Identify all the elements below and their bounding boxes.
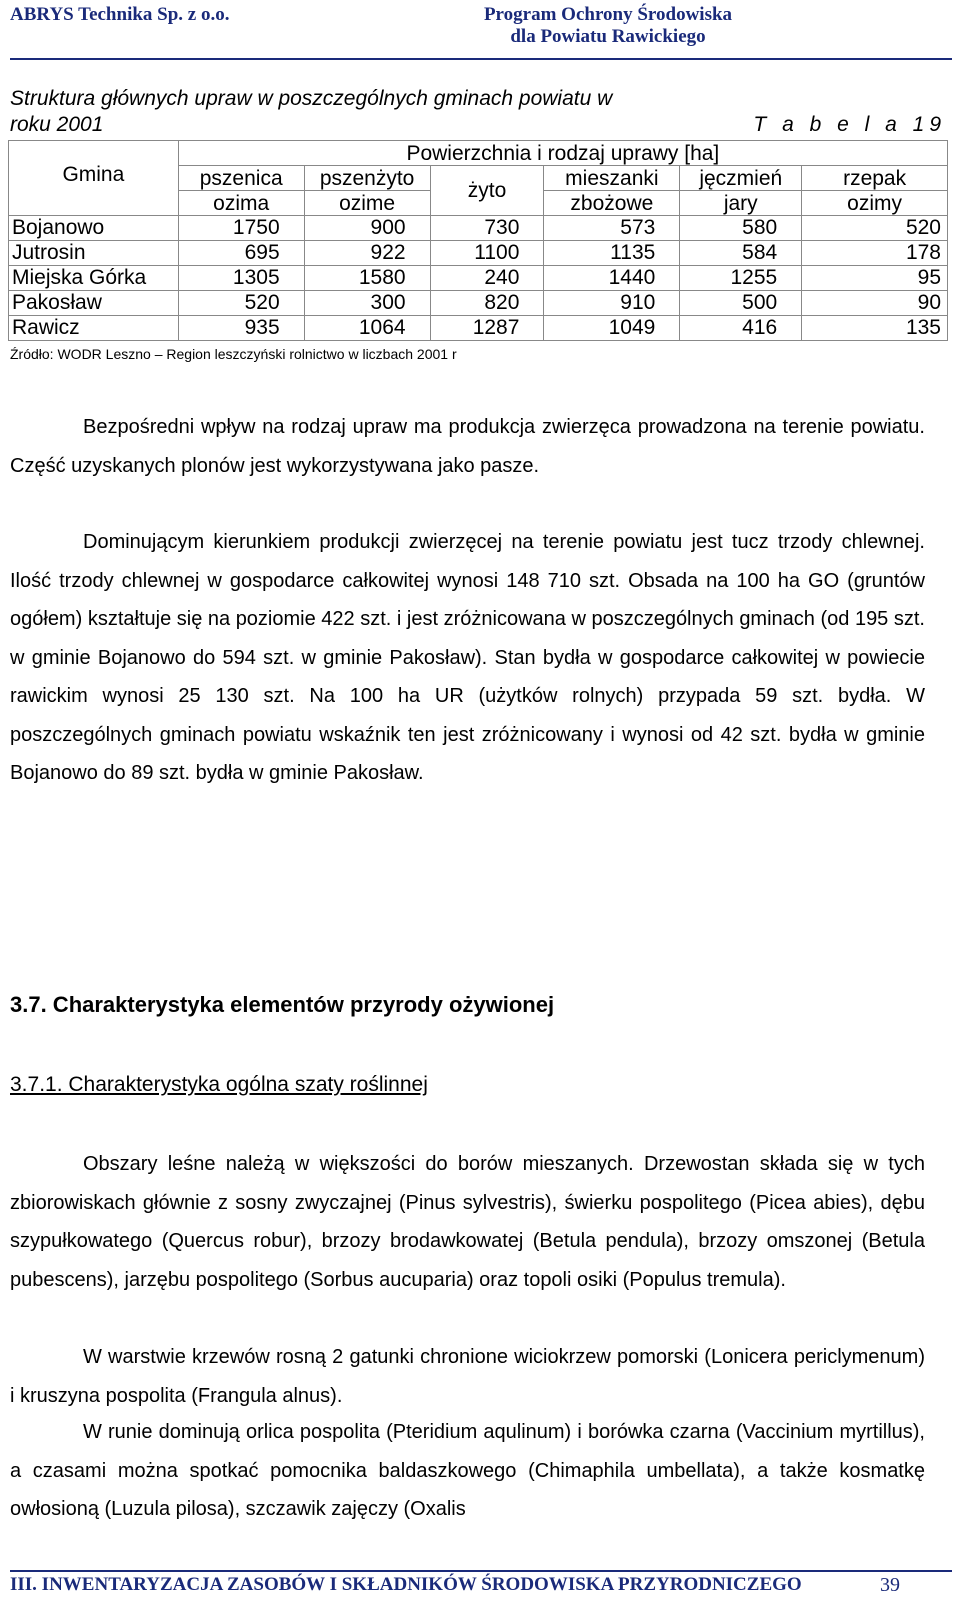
header-rule — [10, 58, 952, 60]
col-header-5a: jęczmień — [680, 166, 802, 191]
paragraph-5: W runie dominują orlica pospolita (Pteridium aqulinum) i borówka czarna (Vaccinium myrtillus), a czasami można spotkać pomocnika baldaszkowego (Chimaphila umbellata), a także kosmatkę owłosioną (Luzula pilosa), szczawik zajęczy (Oxalis — [10, 1421, 925, 1520]
paragraph-1: Bezpośredni wpływ na rodzaj upraw ma produkcja zwierzęca prowadzona na terenie powiatu. Część uzyskanych plonów jest wykorzystywana jako pasze. — [10, 416, 925, 477]
cell: 1305 — [178, 266, 304, 291]
cell: 922 — [304, 241, 430, 266]
row-name: Bojanowo — [9, 216, 179, 241]
col-header-4b: zbożowe — [544, 191, 680, 216]
cell: 1255 — [680, 266, 802, 291]
table-caption-line1: Struktura głównych upraw w poszczególnych gminach powiatu w — [10, 87, 613, 110]
cell: 90 — [802, 291, 948, 316]
footer-title: III. INWENTARYZACJA ZASOBÓW I SKŁADNIKÓW ŚRODOWISKA PRZYRODNICZEGO — [10, 1574, 802, 1595]
cell: 1049 — [544, 316, 680, 341]
table-source-note: Źródło: WODR Leszno – Region leszczyński rolnictwo w liczbach 2001 r — [10, 346, 457, 362]
paragraph-4: W warstwie krzewów rosną 2 gatunki chronione wiciokrzew pomorski (Lonicera periclymenum) i kruszyna pospolita (Frangula alnus). — [10, 1346, 925, 1407]
cell: 178 — [802, 241, 948, 266]
subsection-heading: 3.7.1. Charakterystyka ogólna szaty roślinnej — [10, 1073, 428, 1096]
paragraph-2: Dominującym kierunkiem produkcji zwierzęcej na terenie powiatu jest tucz trzody chlewnej. Ilość trzody chlewnej w gospodarce całkowitej wynosi 148 710 szt. Obsada na 100 ha GO (gruntów ogółem) kształtuje się na poziomie 422 szt. i jest zróżnicowana w poszczególnych gminach (od 195 szt. w gminie Bojanowo do 594 szt. w gminie Pakosław). Stan bydła w gospodarce całkowitej w powiecie rawickim wynosi 25 130 szt. Na 100 ha UR (użytków rolnych) przypada 59 szt. bydła. W poszczególnych gminach powiatu wskaźnik ten jest zróżnicowany i wynosi od 42 szt. bydła w gminie Bojanowo do 89 szt. bydła w gminie Pakosław. — [10, 531, 925, 784]
cell: 1135 — [544, 241, 680, 266]
table-row — [9, 241, 948, 266]
col-header-gmina: Gmina — [9, 141, 179, 216]
col-header-3: żyto — [430, 166, 544, 216]
cell: 520 — [802, 216, 948, 241]
cell: 1064 — [304, 316, 430, 341]
cell: 300 — [304, 291, 430, 316]
header-program-line1: Program Ochrony Środowiska — [483, 4, 733, 25]
section-heading: 3.7. Charakterystyka elementów przyrody ożywionej — [10, 992, 555, 1017]
table-row — [9, 316, 948, 341]
paragraph-3: Obszary leśne należą w większości do borów mieszanych. Drzewostan składa się w tych zbiorowiskach głównie z sosny zwyczajnej (Pinus sylvestris), świerku pospolitego (Picea abies), dębu szypułkowatego (Quercus robur), brzozy brodawkowatej (Betula pendula), brzozy omszonej (Betula pubescens), jarzębu pospolitego (Sorbus aucuparia) oraz topoli osiki (Populus tremula). — [10, 1153, 925, 1291]
cell: 695 — [178, 241, 304, 266]
table-row — [9, 216, 948, 241]
col-header-6b: ozimy — [802, 191, 948, 216]
header-program — [463, 4, 753, 48]
col-header-1a: pszenica — [178, 166, 304, 191]
row-name: Jutrosin — [9, 241, 179, 266]
cell: 1580 — [304, 266, 430, 291]
cell: 910 — [544, 291, 680, 316]
cell: 820 — [430, 291, 544, 316]
cell: 135 — [802, 316, 948, 341]
table-group-header-row — [9, 141, 948, 166]
cell: 95 — [802, 266, 948, 291]
row-name: Rawicz — [9, 316, 179, 341]
group-header: Powierzchnia i rodzaj uprawy [ha] — [178, 141, 947, 166]
cell: 935 — [178, 316, 304, 341]
cell: 900 — [304, 216, 430, 241]
cell: 1100 — [430, 241, 544, 266]
cell: 416 — [680, 316, 802, 341]
col-header-2b: ozime — [304, 191, 430, 216]
cell: 584 — [680, 241, 802, 266]
cell: 1750 — [178, 216, 304, 241]
col-header-4a: mieszanki — [544, 166, 680, 191]
row-name: Pakosław — [9, 291, 179, 316]
header-program-line2: dla Powiatu Rawickiego — [510, 26, 706, 47]
cell: 580 — [680, 216, 802, 241]
cell: 500 — [680, 291, 802, 316]
cell: 240 — [430, 266, 544, 291]
table-row — [9, 266, 948, 291]
header-company: ABRYS Technika Sp. z o.o. — [10, 4, 230, 25]
col-header-2a: pszenżyto — [304, 166, 430, 191]
table-number-label: T a b e l a 19 — [753, 113, 946, 136]
table-row — [9, 291, 948, 316]
cell: 1440 — [544, 266, 680, 291]
footer-rule — [10, 1570, 952, 1572]
col-header-5b: jary — [680, 191, 802, 216]
col-header-1b: ozima — [178, 191, 304, 216]
cell: 573 — [544, 216, 680, 241]
table-caption-line2: roku 2001 — [10, 113, 104, 136]
cell: 730 — [430, 216, 544, 241]
col-header-6a: rzepak — [802, 166, 948, 191]
page-number: 39 — [880, 1574, 900, 1596]
cell: 520 — [178, 291, 304, 316]
row-name: Miejska Górka — [9, 266, 179, 291]
cell: 1287 — [430, 316, 544, 341]
crop-table — [8, 140, 948, 341]
